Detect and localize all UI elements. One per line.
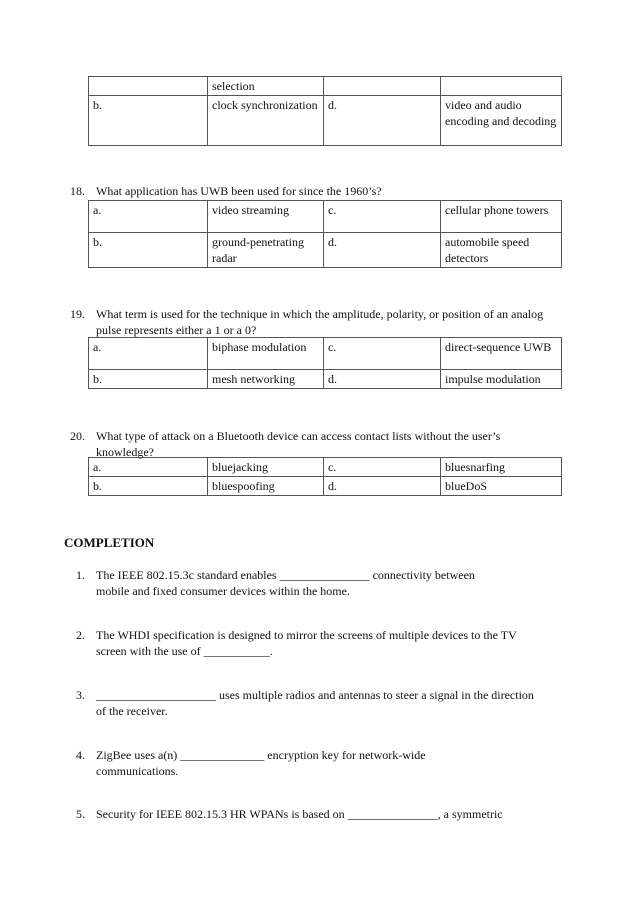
top-options-table <box>88 76 562 146</box>
option-text: biphase modulation <box>208 338 324 370</box>
question-19-options-table <box>88 337 562 389</box>
question-text: What type of attack on a Bluetooth device can access contact lists without the user’s knowledge? <box>96 429 501 459</box>
table-row <box>89 370 562 389</box>
question-text: What term is used for the technique in which the amplitude, polarity, or position of an analog pulse represents either a 1 or a 0? <box>96 307 544 337</box>
completion-number: 2. <box>76 628 85 642</box>
completion-number: 5. <box>76 807 85 821</box>
section-heading: COMPLETION <box>64 535 155 550</box>
option-text: selection <box>208 77 324 96</box>
option-text: automobile speed detectors <box>441 233 562 268</box>
option-letter: a. <box>89 338 208 370</box>
option-letter: a. <box>89 458 208 477</box>
option-text: bluejacking <box>208 458 324 477</box>
question-text: What application has UWB been used for since the 1960’s? <box>96 184 382 198</box>
option-text: cellular phone towers <box>441 201 562 233</box>
completion-text: The WHDI specification is designed to mirror the screens of multiple devices to the TV screen with the use of ___________. <box>96 628 517 658</box>
table-row <box>89 458 562 477</box>
option-letter: b. <box>89 233 208 268</box>
option-text: bluespoofing <box>208 477 324 496</box>
option-text: video streaming <box>208 201 324 233</box>
table-row <box>89 96 562 146</box>
table-row <box>89 338 562 370</box>
table-row <box>89 477 562 496</box>
completion-number: 3. <box>76 688 85 702</box>
option-letter: d. <box>324 477 441 496</box>
question-18-options-table <box>88 200 562 268</box>
option-text: ground-penetrating radar <box>208 233 324 268</box>
option-text: mesh networking <box>208 370 324 389</box>
question-20-options-table <box>88 457 562 496</box>
completion-number: 4. <box>76 748 85 762</box>
completion-number: 1. <box>76 568 85 582</box>
option-text: clock synchronization <box>208 96 324 146</box>
option-text: direct-sequence UWB <box>441 338 562 370</box>
table-row <box>89 77 562 96</box>
question-number: 18. <box>70 184 85 198</box>
option-letter <box>324 77 441 96</box>
option-text <box>441 77 562 96</box>
option-letter: c. <box>324 338 441 370</box>
option-text: bluesnarfing <box>441 458 562 477</box>
completion-text: The IEEE 802.15.3c standard enables _______________ connectivity between mobile and fixed consumer devices within the home. <box>96 568 475 598</box>
option-text: blueDoS <box>441 477 562 496</box>
completion-text: ZigBee uses a(n) ______________ encryption key for network-wide communications. <box>96 748 426 778</box>
option-letter: d. <box>324 370 441 389</box>
question-number: 20. <box>70 429 85 443</box>
option-letter: b. <box>89 477 208 496</box>
completion-text: ____________________ uses multiple radios and antennas to steer a signal in the direction of the receiver. <box>96 688 534 718</box>
option-letter: b. <box>89 370 208 389</box>
option-letter: c. <box>324 201 441 233</box>
option-letter: d. <box>324 233 441 268</box>
option-text: impulse modulation <box>441 370 562 389</box>
option-letter: a. <box>89 201 208 233</box>
table-row <box>89 233 562 268</box>
question-number: 19. <box>70 307 85 321</box>
option-letter: d. <box>324 96 441 146</box>
table-row <box>89 201 562 233</box>
option-text: video and audio encoding and decoding <box>441 96 562 146</box>
option-letter: c. <box>324 458 441 477</box>
option-letter: b. <box>89 96 208 146</box>
option-letter <box>89 77 208 96</box>
completion-text: Security for IEEE 802.15.3 HR WPANs is based on _______________, a symmetric <box>96 807 503 821</box>
